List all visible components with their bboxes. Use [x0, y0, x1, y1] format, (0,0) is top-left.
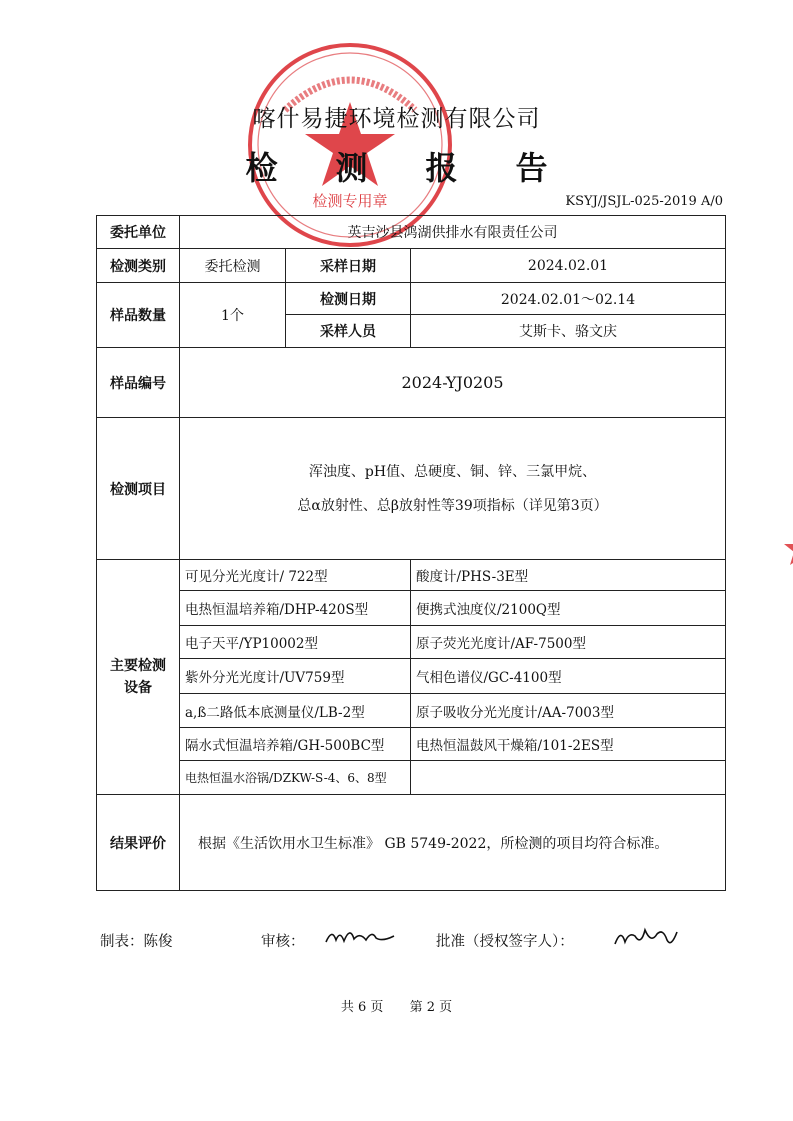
report-table — [96, 215, 726, 891]
result-label: 结果评价 — [97, 795, 180, 891]
row-test-items — [97, 418, 726, 560]
total-pages: 共 6 页 — [340, 1000, 384, 1015]
test-date-value: 2024.02.01～02.14 — [411, 283, 726, 315]
equipment-row — [97, 728, 726, 761]
reviewer-signature — [324, 924, 396, 950]
equipment-item: 隔水式恒温培养箱/GH-500BC型 — [180, 728, 411, 761]
sample-quantity-label: 样品数量 — [97, 283, 180, 348]
equipment-row — [97, 659, 726, 694]
equipment-item: 电热恒温培养箱/DHP-420S型 — [180, 591, 411, 626]
test-items-line-1: 浑浊度、pH值、总硬度、铜、锌、三氯甲烷、 — [308, 463, 597, 480]
approved-by-label: 批准（授权签字人）： — [436, 934, 574, 950]
sampler-value: 艾斯卡、骆文庆 — [411, 315, 726, 348]
equipment-row — [97, 694, 726, 728]
reviewed-by-label: 审核： — [261, 934, 305, 950]
row-sample-no — [97, 348, 726, 418]
equipment-label — [97, 560, 180, 795]
row-result — [97, 795, 726, 891]
equipment-item: 紫外分光光度计/UV759型 — [180, 659, 411, 694]
test-date-label: 检测日期 — [286, 283, 411, 315]
equipment-item — [411, 761, 726, 795]
sample-number-value: 2024-YJ0205 — [180, 348, 726, 418]
result-value: 根据《生活饮用水卫生标准》 GB 5749-2022，所检测的项目均符合标准。 — [180, 795, 726, 891]
test-items-label: 检测项目 — [97, 418, 180, 560]
equipment-item: 可见分光光度计/ 722型 — [180, 560, 411, 591]
equipment-row — [97, 591, 726, 626]
row-type — [97, 249, 726, 283]
document-code: KSYJ/JSJL-025-2019 A/0 — [565, 194, 723, 209]
sampling-date-label: 采样日期 — [286, 249, 411, 283]
svg-text:检测专用章: 检测专用章 — [312, 192, 388, 210]
page-footer — [0, 996, 793, 1015]
equipment-item: 便携式浊度仪/2100Q型 — [411, 591, 726, 626]
sampling-date-value: 2024.02.01 — [411, 249, 726, 283]
equipment-row — [97, 626, 726, 659]
test-items-line-2: 总α放射性、总β放射性等39项指标（详见第3页） — [297, 497, 608, 514]
row-quantity — [97, 283, 726, 315]
sample-number-label: 样品编号 — [97, 348, 180, 418]
company-name: 喀什易捷环境检测有限公司 — [252, 106, 541, 132]
equipment-item: 电热恒温鼓风干燥箱/101-2ES型 — [411, 728, 726, 761]
equipment-item: 酸度计/PHS-3E型 — [411, 560, 726, 591]
equipment-item: a,ß二路低本底测量仪/LB-2型 — [180, 694, 411, 728]
equipment-label-line-2: 设备 — [124, 680, 152, 696]
side-seal-fragment — [762, 460, 793, 630]
equipment-row — [97, 560, 726, 591]
test-items-value — [180, 418, 726, 560]
client-value: 英吉沙县鸿湖供排水有限责任公司 — [180, 216, 726, 249]
equipment-label-line-1: 主要检测 — [110, 658, 166, 674]
row-client — [97, 216, 726, 249]
report-title: 检测报告 — [245, 149, 606, 187]
equipment-item: 原子荧光光度计/AF-7500型 — [411, 626, 726, 659]
client-label: 委托单位 — [97, 216, 180, 249]
equipment-row — [97, 761, 726, 795]
sampler-label: 采样人员 — [286, 315, 411, 348]
prepared-by: 制表：陈俊 — [100, 934, 173, 950]
test-type-value: 委托检测 — [180, 249, 286, 283]
test-type-label: 检测类别 — [97, 249, 180, 283]
equipment-item: 电热恒温水浴锅/DZKW-S-4、6、8型 — [180, 761, 411, 795]
sample-quantity-value: 1个 — [180, 283, 286, 348]
equipment-item: 电子天平/YP10002型 — [180, 626, 411, 659]
approver-signature — [611, 924, 681, 952]
page-number: 第 2 页 — [409, 1000, 453, 1015]
equipment-item: 原子吸收分光光度计/AA-7003型 — [411, 694, 726, 728]
equipment-item: 气相色谱仪/GC-4100型 — [411, 659, 726, 694]
